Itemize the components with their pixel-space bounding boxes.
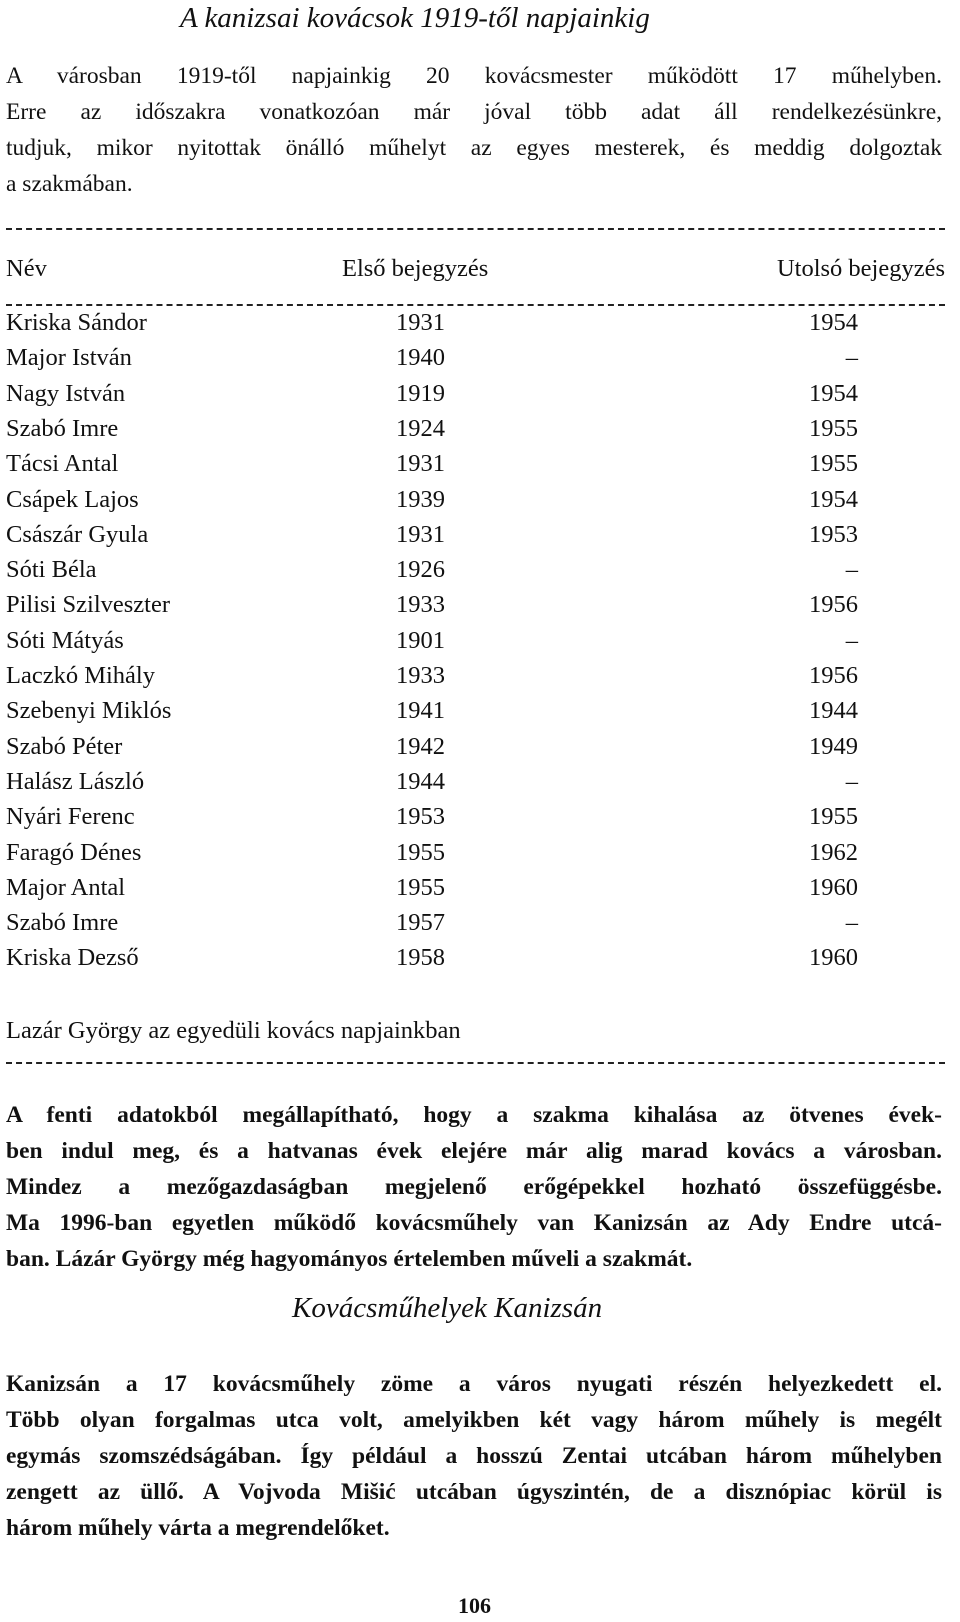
- cell-last-entry: 1960: [809, 944, 858, 972]
- table-row: [0, 556, 960, 592]
- table-bottom-rule: [6, 1062, 945, 1064]
- cell-name: Sóti Béla: [6, 556, 97, 584]
- cell-last-entry: 1962: [809, 838, 858, 866]
- table-row: [0, 380, 960, 416]
- paragraph-line: A fenti adatokból megállapítható, hogy a szakma kihalása az ötvenes évek-: [6, 1102, 942, 1128]
- table-header-first-entry: Első bejegyzés: [342, 255, 489, 282]
- cell-name: Kriska Dezső: [6, 944, 139, 972]
- table-row: [0, 309, 960, 345]
- cell-last-entry: 1960: [809, 873, 858, 901]
- table-note: Lazár György az egyedüli kovács napjainkban: [6, 1017, 461, 1044]
- cell-last-entry: 1954: [809, 485, 858, 513]
- paragraph-line: Ma 1996-ban egyetlen működő kovácsműhely van Kanizsán az Ady Endre utcá-: [6, 1210, 942, 1236]
- page-number: 106: [458, 1593, 491, 1618]
- intro-line: A városban 1919-től napjainkig 20 kovácsmester működött 17 műhelyben.: [6, 63, 942, 89]
- cell-name: Szabó Péter: [6, 732, 123, 760]
- cell-last-entry: 1956: [809, 662, 858, 689]
- table-top-rule: [6, 228, 945, 230]
- table-row: [0, 909, 960, 945]
- cell-name: Laczkó Mihály: [6, 662, 155, 689]
- cell-first-entry: 1942: [396, 732, 445, 760]
- cell-first-entry: 1953: [396, 803, 445, 831]
- cell-last-entry: 1944: [809, 697, 858, 725]
- table-row: [0, 450, 960, 486]
- cell-first-entry: 1939: [396, 485, 445, 513]
- cell-last-entry: –: [845, 344, 858, 372]
- cell-first-entry: 1933: [396, 591, 445, 619]
- cell-name: Szabó Imre: [6, 909, 119, 937]
- cell-name: Nagy István: [6, 379, 126, 407]
- cell-last-entry: 1955: [809, 414, 858, 442]
- cell-last-entry: 1956: [809, 591, 858, 619]
- cell-name: Halász László: [6, 767, 145, 795]
- cell-last-entry: 1955: [809, 450, 858, 478]
- cell-first-entry: 1931: [396, 450, 445, 478]
- intro-line: Erre az időszakra vonatkozóan már jóval több adat áll rendelkezésünkre,: [6, 99, 942, 125]
- cell-name: Faragó Dénes: [6, 838, 142, 866]
- table-row: [0, 839, 960, 875]
- cell-name: Pilisi Szilveszter: [6, 591, 170, 619]
- cell-name: Császár Gyula: [6, 520, 149, 548]
- table-row: [0, 733, 960, 769]
- cell-last-entry: 1954: [809, 309, 858, 336]
- table-row: [0, 768, 960, 804]
- section-title: A kanizsai kovácsok 1919-től napjainkig: [180, 2, 650, 34]
- paragraph-line: három műhely várta a megrendelőket.: [6, 1515, 390, 1541]
- cell-last-entry: –: [845, 767, 858, 795]
- table-row: [0, 803, 960, 839]
- cell-last-entry: 1954: [809, 379, 858, 407]
- table-header-name: Név: [6, 255, 47, 282]
- intro-line: a szakmában.: [6, 171, 133, 197]
- cell-first-entry: 1926: [396, 556, 445, 584]
- cell-name: Kriska Sándor: [6, 309, 147, 336]
- cell-first-entry: 1919: [396, 379, 445, 407]
- table-row: [0, 874, 960, 910]
- cell-first-entry: 1940: [396, 344, 445, 372]
- cell-first-entry: 1933: [396, 662, 445, 689]
- cell-first-entry: 1955: [396, 873, 445, 901]
- paragraph-line: egymás szomszédságában. Így például a hosszú Zentai utcában három műhelyben: [6, 1443, 942, 1469]
- table-row: [0, 944, 960, 980]
- conclusion-paragraph: [6, 1097, 942, 1277]
- table-row: [0, 415, 960, 451]
- table-row: [0, 697, 960, 733]
- cell-name: Nyári Ferenc: [6, 803, 135, 831]
- cell-last-entry: 1953: [809, 520, 858, 548]
- cell-name: Major Antal: [6, 873, 126, 901]
- cell-first-entry: 1901: [396, 626, 445, 654]
- table-row: [0, 662, 960, 698]
- cell-last-entry: 1949: [809, 732, 858, 760]
- cell-last-entry: –: [845, 626, 858, 654]
- table-row: [0, 344, 960, 380]
- section-title-2: Kovácsműhelyek Kanizsán: [292, 1292, 603, 1324]
- table-header-rule: [6, 304, 945, 306]
- cell-first-entry: 1931: [396, 309, 445, 336]
- workshops-paragraph: [6, 1366, 942, 1546]
- table-row: [0, 486, 960, 522]
- cell-name: Csápek Lajos: [6, 485, 139, 513]
- cell-first-entry: 1924: [396, 414, 445, 442]
- table-header-last-entry: Utolsó bejegyzés: [776, 255, 945, 282]
- table-row: [0, 627, 960, 663]
- intro-paragraph: [6, 58, 942, 202]
- table-row: [0, 591, 960, 627]
- cell-first-entry: 1941: [396, 697, 445, 725]
- cell-first-entry: 1955: [396, 838, 445, 866]
- table-row: [0, 521, 960, 557]
- paragraph-line: ban. Lázár György még hagyományos értelemben műveli a szakmát.: [6, 1246, 693, 1272]
- cell-name: Szabó Imre: [6, 414, 119, 442]
- paragraph-line: ben indul meg, és a hatvanas évek elejére már alig marad kovács a városban.: [6, 1138, 942, 1164]
- intro-line: tudjuk, mikor nyitottak önálló műhelyt az egyes mesterek, és meddig dolgoztak: [6, 135, 942, 161]
- cell-name: Tácsi Antal: [6, 450, 119, 478]
- cell-last-entry: 1955: [809, 803, 858, 831]
- cell-last-entry: –: [845, 909, 858, 937]
- cell-first-entry: 1957: [396, 909, 445, 937]
- cell-first-entry: 1958: [396, 944, 445, 972]
- cell-name: Sóti Mátyás: [6, 626, 124, 654]
- cell-name: Szebenyi Miklós: [6, 697, 172, 725]
- cell-first-entry: 1944: [396, 767, 445, 795]
- paragraph-line: zengett az üllő. A Vojvoda Mišić utcában úgyszintén, de a disznópiac körül is: [6, 1479, 942, 1505]
- paragraph-line: Több olyan forgalmas utca volt, amelyikben két vagy három műhely is megélt: [6, 1407, 942, 1433]
- cell-last-entry: –: [845, 556, 858, 584]
- cell-name: Major István: [6, 344, 132, 372]
- cell-first-entry: 1931: [396, 520, 445, 548]
- paragraph-line: Mindez a mezőgazdaságban megjelenő erőgépekkel hozható összefüggésbe.: [6, 1174, 942, 1200]
- paragraph-line: Kanizsán a 17 kovácsműhely zöme a város nyugati részén helyezkedett el.: [6, 1371, 942, 1397]
